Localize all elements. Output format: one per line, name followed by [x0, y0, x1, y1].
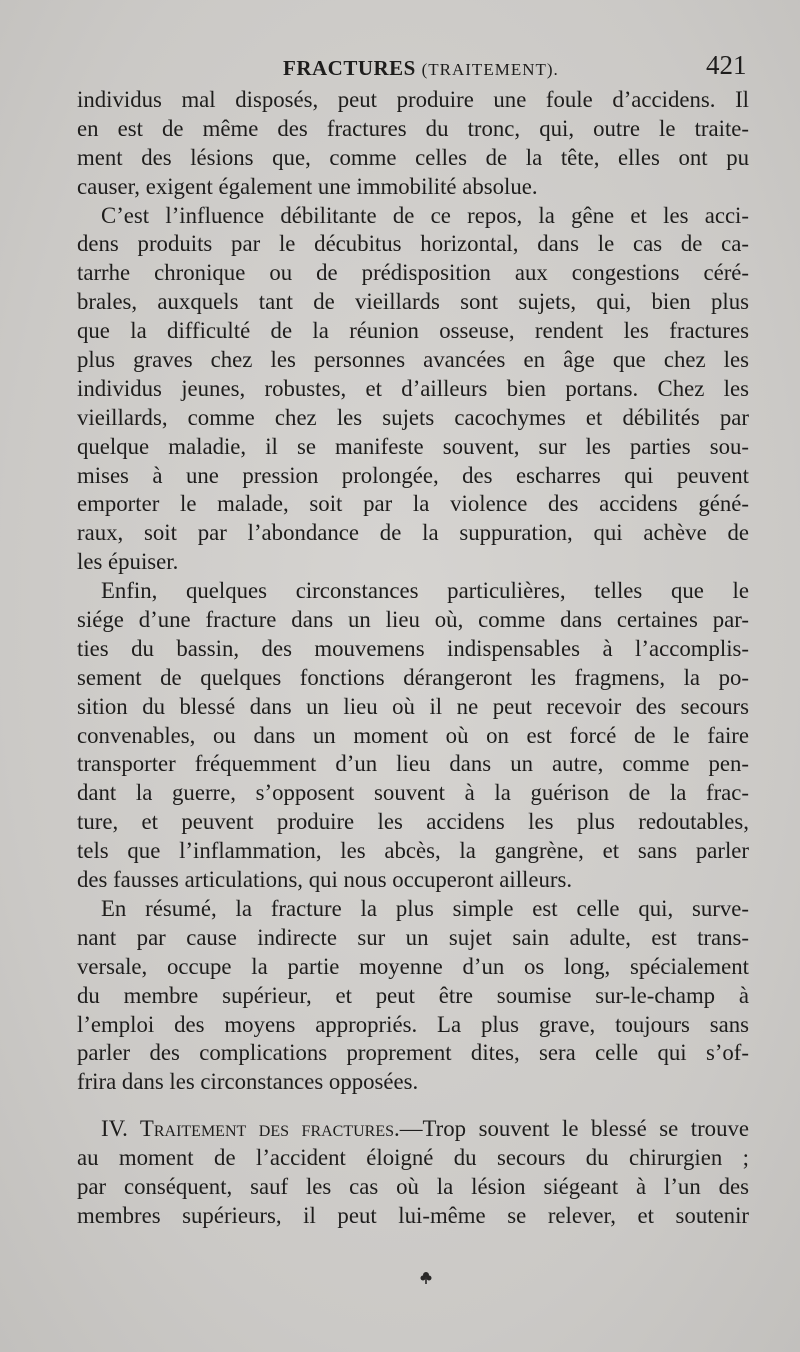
text-line: mises à une pression prolongée, des escharres qui peuvent [77, 462, 749, 488]
running-header [0, 46, 800, 86]
running-title-sub: (TRAITEMENT). [421, 60, 559, 79]
text-line: au moment de l’accident éloigné du secours du chirurgien ; [77, 1145, 749, 1171]
paragraph [77, 895, 749, 1097]
text-line: vieillards, comme chez les sujets cacochymes et débilités par [77, 404, 749, 430]
section-title: IV. Traitement des fractures. [101, 1116, 400, 1142]
paragraph [77, 202, 749, 578]
text-line: convenables, ou dans un moment où on est forcé de le faire [77, 722, 749, 748]
text-line: tarrhe chronique ou de prédisposition aux congestions céré- [77, 260, 749, 286]
running-title [283, 56, 559, 81]
text-line: C’est l’influence débilitante de ce repos, la gêne et les acci- [101, 202, 749, 228]
text-line: individus mal disposés, peut produire une foule d’accidens. Il [77, 87, 749, 112]
text-line: du membre supérieur, et peut être soumise sur-le-champ à [77, 982, 749, 1008]
paragraph [77, 577, 749, 895]
text-line: transporter fréquemment d’un lieu dans un autre, comme pen- [77, 751, 749, 777]
text-line: ture, et peuvent produire les accidens les plus redoutables, [77, 809, 749, 835]
section-gap [77, 1097, 749, 1115]
text-line: par conséquent, sauf les cas où la lésion siégeant à l’un des [77, 1173, 749, 1199]
text-line: dant la guerre, s’opposent souvent à la guérison de la frac- [77, 780, 749, 806]
text-line: les épuiser. [77, 549, 179, 575]
flower-ornament-icon [418, 1270, 434, 1286]
text-line: en est de même des fractures du tronc, qui, outre le traite- [77, 115, 749, 141]
text-line: tels que l’inflammation, les abcès, la gangrène, et sans parler [77, 838, 749, 864]
text-line: sement de quelques fonctions dérangeront les fragmens, la po- [77, 664, 749, 690]
paragraph [77, 86, 749, 202]
text-line: quelque maladie, il se manifeste souvent, sur les parties sou- [77, 433, 749, 459]
text-line: l’emploi des moyens appropriés. La plus grave, toujours sans [77, 1011, 749, 1037]
text-line: nant par cause indirecte sur un sujet sain adulte, est trans- [77, 924, 749, 950]
text-line: plus graves chez les personnes avancées en âge que chez les [77, 347, 749, 373]
page-number: 421 [706, 50, 747, 80]
text-line: que la difficulté de la réunion osseuse, rendent les fractures [77, 318, 749, 344]
text-line: ties du bassin, des mouvemens indispensables à l’accomplis- [77, 635, 749, 661]
text-line: sition du blessé dans un lieu où il ne peut recevoir des secours [77, 693, 749, 719]
text-line: raux, soit par l’abondance de la suppuration, qui achève de [77, 520, 749, 546]
text-line: des fausses articulations, qui nous occuperont ailleurs. [77, 867, 573, 893]
text-line: siége d’une fracture dans un lieu où, comme dans certaines par- [77, 607, 749, 633]
text-line: emporter le malade, soit par la violence des accidens géné- [77, 491, 749, 517]
body-text [77, 86, 749, 1231]
text-line [77, 1115, 749, 1144]
running-title-main: FRACTURES [283, 56, 416, 80]
text-line: parler des complications proprement dites, sera celle qui s’of- [77, 1040, 749, 1066]
section-paragraph [77, 1115, 749, 1231]
text-line: brales, auxquels tant de vieillards sont sujets, qui, bien plus [77, 289, 749, 315]
text-line: individus jeunes, robustes, et d’ailleurs bien portans. Chez les [77, 375, 749, 401]
text-line: En résumé, la fracture la plus simple est celle qui, surve- [101, 895, 749, 921]
text-line: membres supérieurs, il peut lui-même se relever, et soutenir [77, 1202, 749, 1228]
text-line: Enfin, quelques circonstances particulières, telles que le [101, 578, 749, 604]
text-line: frira dans les circonstances opposées. [77, 1069, 419, 1095]
section-first-line: —Trop souvent le blessé se trouve [399, 1116, 749, 1142]
text-line: causer, exigent également une immobilité absolue. [77, 173, 538, 199]
text-line: versale, occupe la partie moyenne d’un os long, spécialement [77, 953, 749, 979]
text-line: ment des lésions que, comme celles de la tête, elles ont pu [77, 144, 749, 170]
text-line: dens produits par le décubitus horizontal, dans le cas de ca- [77, 231, 749, 257]
